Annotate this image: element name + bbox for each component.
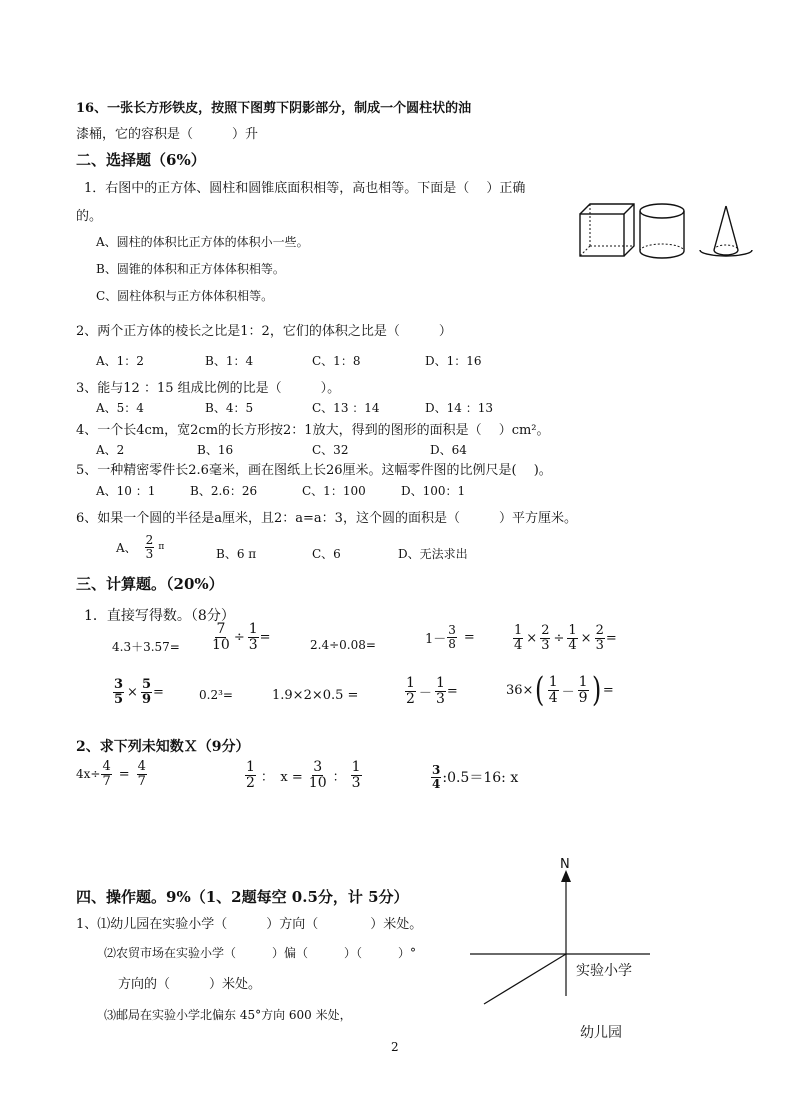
map-north-label: N [560, 857, 570, 872]
direction-map [470, 868, 670, 1008]
fraction-denominator: 8 [448, 636, 456, 651]
s2-q5-stem: 5、一种精密零件长2.6毫米，画在图纸上长26厘米。这幅零件图的比例尺是( )。 [76, 463, 552, 478]
s2-q1-option-c: C、圆柱体积与正方体体积相等。 [96, 289, 274, 303]
s3-part2-title: 2、求下列未知数Ｘ（9分） [76, 739, 250, 755]
equals-sign: = [605, 630, 617, 646]
right-paren: ) [591, 670, 601, 710]
s2-q6-d: D、无法求出 [398, 547, 468, 561]
s2-q4-b: B、16 [197, 443, 234, 457]
fraction-denominator: 7 [102, 773, 111, 789]
fraction-denominator: 4 [432, 776, 441, 791]
fraction-denominator: 3 [541, 637, 550, 653]
s3-part1-title: 1．直接写得数。（8分） [84, 608, 235, 624]
s2-q5-a: A、10 ：1 [96, 484, 156, 498]
s2-q2-stem: 2、两个正方体的棱长之比是1：2，它们的体积之比是（ ） [76, 324, 452, 339]
expr-prefix: 36× [506, 682, 534, 698]
calc-expr-6 [112, 678, 164, 706]
s2-q1-line2: 的。 [76, 209, 103, 224]
equation-1 [76, 760, 148, 788]
fraction-denominator: 7 [137, 773, 146, 789]
operator: ÷ [553, 630, 565, 646]
s2-q2-d: D、1：16 [425, 354, 482, 368]
calc-expr-7: 0.2³= [199, 688, 233, 702]
fraction-numerator: 1 [435, 675, 445, 691]
s2-q4-d: D、64 [430, 443, 467, 457]
calc-expr-4 [425, 624, 475, 650]
fraction-denominator: 2 [406, 690, 415, 707]
section-2-title: 二、选择题（6%） [76, 151, 206, 169]
fraction-numerator: 2 [541, 623, 550, 638]
fraction-numerator: 4 [102, 759, 111, 774]
equals-sign: = [463, 629, 475, 645]
colon: ： [332, 769, 346, 785]
s2-q6-stem: 6、如果一个圆的半径是a厘米，且2：a=a：3，这个圆的面积是（ ）平方厘米。 [76, 511, 577, 526]
equation-rest: :0.5＝16: x [442, 770, 519, 787]
calc-expr-3: 2.4÷0.08= [310, 638, 376, 652]
fraction-numerator: 1 [248, 621, 258, 637]
s4-q1-line4: ⑶邮局在实验小学北偏东 45°方向 600 米处， [104, 1008, 352, 1022]
solid-shapes-figure [576, 200, 752, 262]
s2-q6-c: C、6 [312, 547, 341, 561]
fraction-numerator: 1 [351, 759, 361, 775]
section-3-title: 三、计算题。（20%） [76, 575, 224, 593]
fraction-denominator: 10 [212, 636, 230, 653]
calc-expr-2 [210, 622, 271, 652]
s2-q3-c: C、13 ：14 [312, 401, 380, 415]
fraction-denominator: 9 [578, 689, 588, 706]
equals-sign: = [118, 766, 130, 782]
fraction-numerator: 1 [578, 673, 588, 690]
fraction-denominator: 3 [595, 637, 604, 653]
s4-q1-line3: 方向的（ ）米处。 [118, 977, 262, 992]
s2-q4-stem: 4、一个长4cm，宽2cm的长方形按2：1放大，得到的图形的面积是（ ）cm²。 [76, 423, 550, 438]
operator: × [580, 630, 592, 646]
s2-q2-b: B、1：4 [205, 354, 254, 368]
fraction-numerator: 2 [145, 533, 154, 547]
s2-q1-option-b: B、圆锥的体积和正方体体积相等。 [96, 262, 285, 276]
calc-expr-5 [512, 624, 617, 652]
s2-q6-a [116, 534, 164, 560]
s2-q3-d: D、14 ：13 [425, 401, 493, 415]
s2-q6-b: B、6 π [216, 547, 257, 561]
s4-q1-line1: 1、⑴幼儿园在实验小学（ ）方向（ ）米处。 [76, 917, 423, 932]
operator: － [418, 685, 432, 701]
s2-q6-a-label: A、 [116, 540, 137, 555]
fraction-numerator: 1 [568, 623, 577, 638]
operator: × [127, 684, 138, 700]
fraction-numerator: 3 [114, 677, 124, 692]
equation-3 [430, 764, 518, 790]
s2-q5-b: B、2.6：26 [190, 484, 258, 498]
s2-q4-c: C、32 [312, 443, 349, 457]
fraction-numerator: 1 [246, 759, 255, 775]
q16-line1: 16、一张长方形铁皮，按照下图剪下阴影部分，制成一个圆柱状的油 [76, 101, 472, 116]
equation-2 [244, 760, 363, 790]
s2-q1-line1: 1．右图中的正方体、圆柱和圆锥底面积相等，高也相等。下面是（ ）正确 [84, 181, 526, 196]
fraction-numerator: 3 [313, 759, 323, 775]
q16-line2: 漆桶，它的容积是（ ）升 [76, 127, 259, 142]
s2-q6-a-fraction [145, 534, 155, 560]
equals-sign: = [259, 629, 271, 645]
s2-q3-a: A、5：4 [96, 401, 144, 415]
map-kindergarten-label: 幼儿园 [580, 1025, 622, 1041]
calc-expr-10 [506, 670, 614, 710]
s2-q1-option-a: A、圆柱的体积比正方体的体积小一些。 [96, 235, 309, 249]
fraction-denominator: 4 [548, 689, 558, 706]
fraction-numerator: 2 [595, 623, 604, 638]
equals-sign: = [446, 683, 458, 699]
fraction-denominator: 3 [145, 546, 154, 561]
fraction-denominator: 5 [114, 691, 124, 707]
s2-q3-stem: 3、能与12 ：15 组成比例的比是（ ）。 [76, 381, 341, 396]
s2-q6-a-pi: π [158, 542, 165, 553]
fraction-numerator: 3 [448, 623, 456, 637]
fraction-denominator: 4 [568, 637, 577, 653]
s2-q2-a: A、1：2 [96, 354, 144, 368]
fraction-numerator: 1 [406, 675, 415, 691]
map-school-label: 实验小学 [576, 963, 632, 979]
fraction-numerator: 4 [137, 759, 146, 774]
left-paren: ( [535, 670, 545, 710]
fraction-numerator: 1 [514, 623, 523, 638]
fraction-denominator: 3 [248, 636, 258, 653]
fraction-denominator: 2 [246, 774, 255, 791]
fraction-numerator: 7 [216, 621, 226, 637]
fraction-denominator: 4 [514, 637, 523, 653]
s2-q2-c: C、1：8 [312, 354, 361, 368]
fraction-numerator: 1 [548, 673, 558, 690]
operator: ÷ [233, 629, 245, 645]
s2-q5-c: C、1：100 [302, 484, 366, 498]
s2-q5-d: D、100：1 [401, 484, 466, 498]
equation-middle: ： x = [260, 769, 303, 785]
s2-q4-a: A、2 [96, 443, 125, 457]
equals-sign: = [602, 682, 614, 698]
southwest-ray [484, 954, 566, 1004]
fraction-numerator: 3 [432, 763, 441, 777]
calc-expr-9 [404, 676, 458, 706]
equals-sign: = [153, 684, 164, 700]
fraction-denominator: 3 [435, 690, 445, 707]
operator: × [526, 630, 538, 646]
calc-expr-8: 1.9×2×0.5 = [272, 688, 359, 703]
fraction-denominator: 3 [351, 774, 361, 791]
page-number: 2 [391, 1040, 399, 1054]
fraction-denominator: 10 [308, 774, 327, 791]
cylinder-top [640, 204, 684, 218]
calc-expr-1: 4.3＋3.57= [112, 640, 180, 654]
expr-prefix: 4x÷ [76, 767, 101, 782]
operator: － [561, 684, 575, 700]
s2-q3-b: B、4：5 [205, 401, 254, 415]
section-4-title: 四、操作题。9%（1、2题每空 0.5分，计 5分） [76, 888, 409, 906]
s4-q1-line2: ⑵农贸市场在实验小学（ ）偏（ ）（ ）° [104, 946, 417, 960]
expr-prefix: 1－ [425, 631, 447, 647]
fraction-denominator: 9 [141, 691, 151, 707]
fraction-numerator: 5 [141, 677, 151, 692]
